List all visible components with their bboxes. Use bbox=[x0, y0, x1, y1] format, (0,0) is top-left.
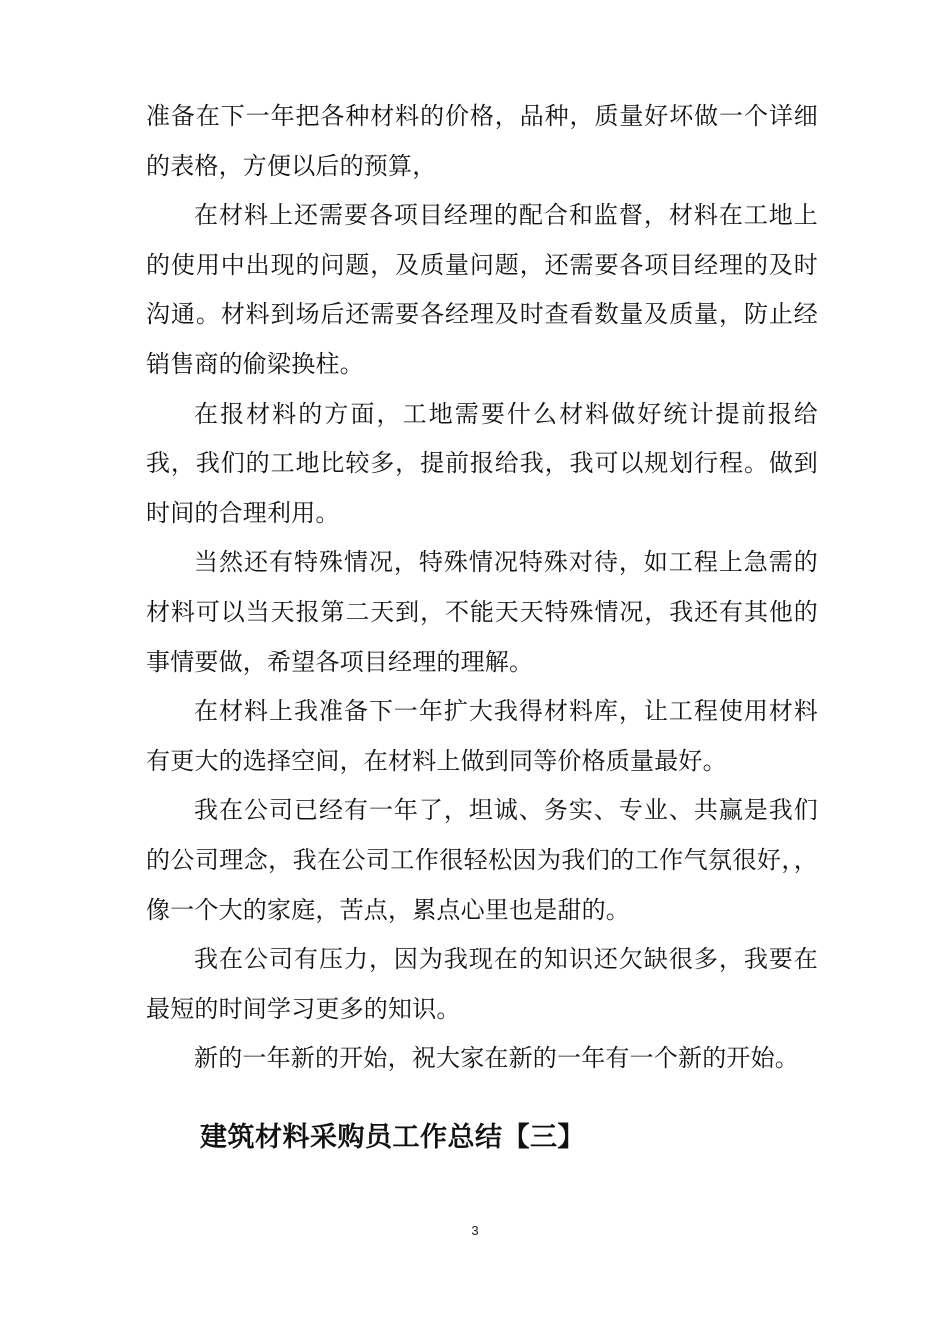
page-number: 3 bbox=[471, 1223, 479, 1238]
paragraph-project-manager-cooperation: 在材料上还需要各项目经理的配合和监督，材料在工地上的使用中出现的问题，及质量问题，还需要各项目经理的及时沟通。材料到场后还需要各经理及时查看数量及质量，防止经销售商的偷梁换柱。 bbox=[146, 201, 818, 378]
paragraph-material-reporting: 在报材料的方面，工地需要什么材料做好统计提前报给我，我们的工地比较多，提前报给我，我可以规划行程。做到时间的合理利用。 bbox=[146, 399, 818, 527]
paragraph-material-library: 在材料上我准备下一年扩大我得材料库，让工程使用材料有更大的选择空间，在材料上做到同等价格质量最好。 bbox=[146, 697, 818, 775]
paragraph-special-cases: 当然还有特殊情况，特殊情况特殊对待，如工程上急需的材料可以当天报第二天到，不能天天特殊情况，我还有其他的事情要做，希望各项目经理的理解。 bbox=[146, 548, 818, 676]
body-text bbox=[146, 92, 818, 1084]
paragraph-company-philosophy: 我在公司已经有一年了，坦诚、务实、专业、共赢是我们的公司理念，我在公司工作很轻松因为我们的工作气氛很好，，像一个大的家庭，苦点，累点心里也是甜的。 bbox=[146, 796, 818, 924]
paragraph-pressure-learning: 我在公司有压力，因为我现在的知识还欠缺很多，我要在最短的时间学习更多的知识。 bbox=[146, 945, 818, 1023]
paragraph-continuation: 准备在下一年把各种材料的价格，品种，质量好坏做一个详细的表格，方便以后的预算， bbox=[146, 102, 818, 180]
paragraph-new-year-wish: 新的一年新的开始，祝大家在新的一年有一个新的开始。 bbox=[194, 1044, 799, 1073]
section-heading: 建筑材料采购员工作总结【三】 bbox=[200, 1122, 585, 1153]
